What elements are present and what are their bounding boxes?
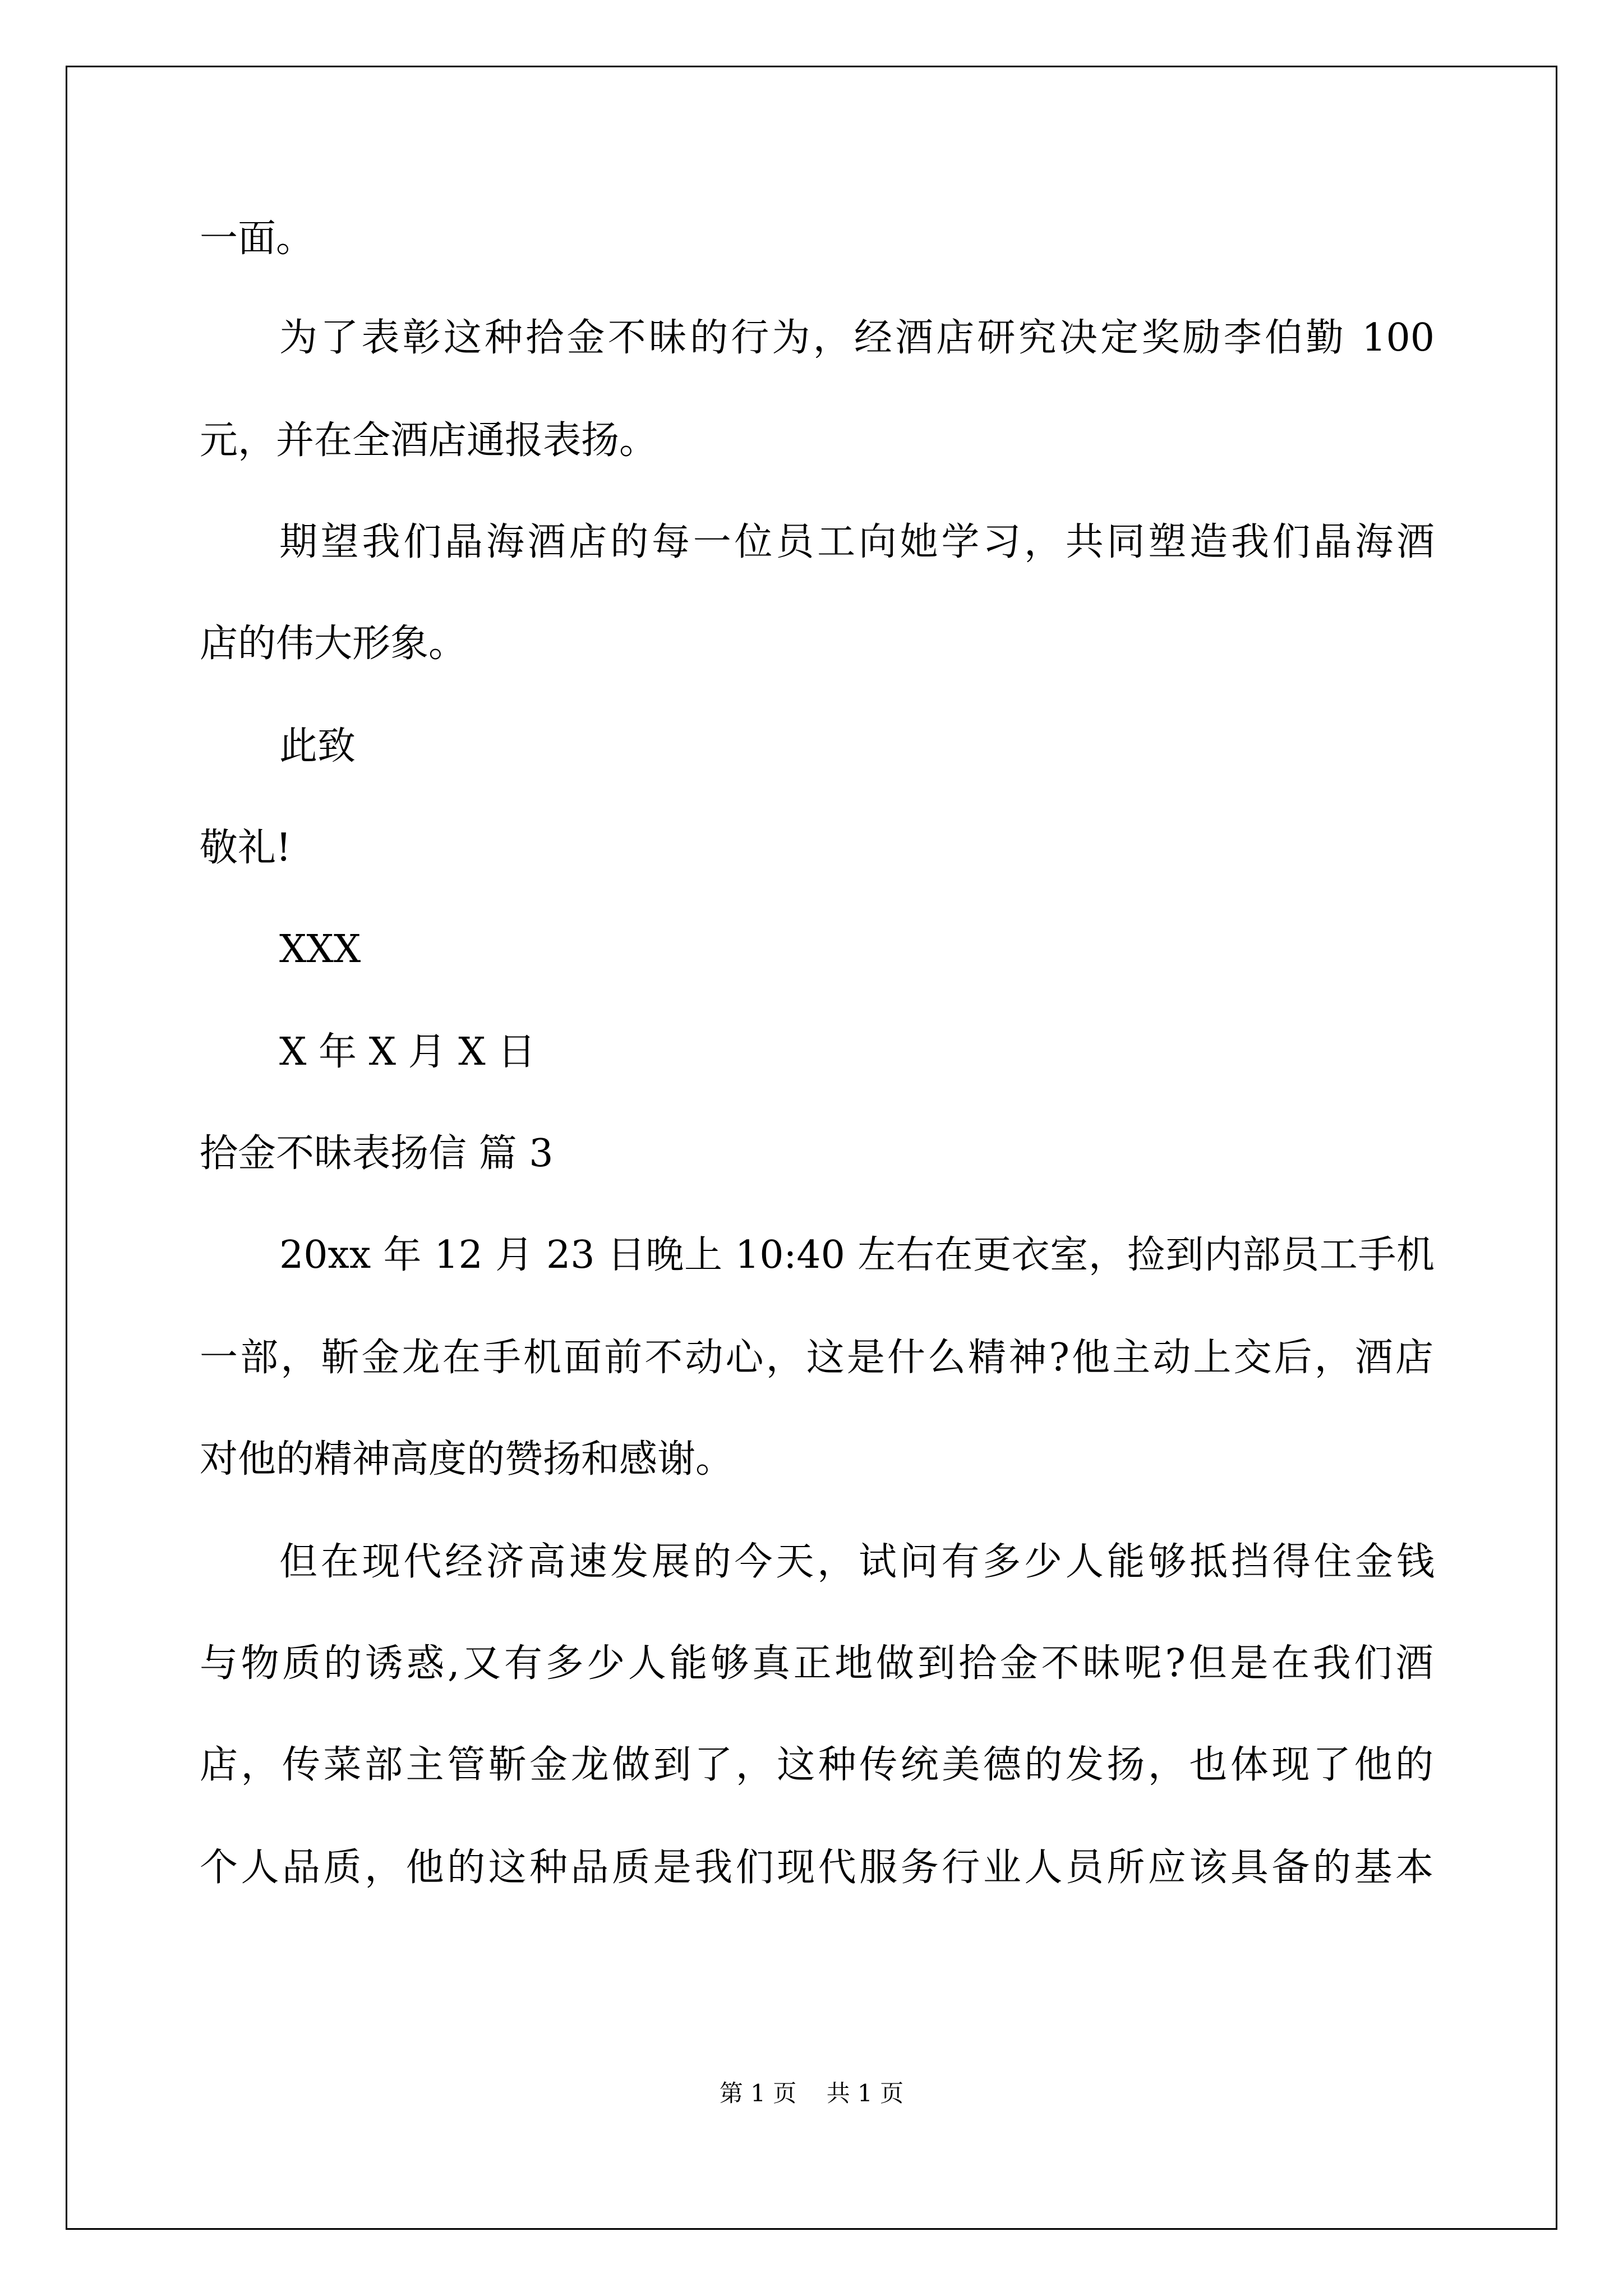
text-line: 一部，靳金龙在手机面前不动心，这是什么精神?他主动上交后，酒店 xyxy=(200,1336,1433,1380)
text-line: 但在现代经济高速发展的今天，试问有多少人能够抵挡得住金钱 xyxy=(279,1540,1435,1584)
text-line: 元，并在全酒店通报表扬。 xyxy=(200,418,658,463)
text-line: X 年 X 月 X 日 xyxy=(279,1030,536,1074)
text-line: XXX xyxy=(279,927,361,972)
page-footer: 第 1 页 共 1 页 xyxy=(719,2079,904,2107)
text-line: 敬礼! xyxy=(200,826,292,870)
text-line: 20xx 年 12 月 23 日晚上 10:40 左右在更衣室，捡到内部员工手机 xyxy=(279,1233,1435,1277)
text-line: 店的伟大形象。 xyxy=(200,622,467,666)
text-line: 个人品质，他的这种品质是我们现代服务行业人员所应该具备的基本 xyxy=(200,1846,1433,1890)
text-line: 与物质的诱惑,又有多少人能够真正地做到拾金不昧呢?但是在我们酒 xyxy=(200,1641,1433,1686)
text-line: 此致 xyxy=(279,724,356,769)
text-line: 店，传菜部主管靳金龙做到了，这种传统美德的发扬，也体现了他的 xyxy=(200,1743,1433,1787)
text-line: 对他的精神高度的赞扬和感谢。 xyxy=(200,1437,734,1481)
section-heading: 拾金不昧表扬信 篇 3 xyxy=(200,1131,554,1176)
text-line: 期望我们晶海酒店的每一位员工向她学习，共同塑造我们晶海酒 xyxy=(279,520,1435,564)
text-line: 为了表彰这种拾金不昧的行为，经酒店研究决定奖励李伯勤 100 xyxy=(279,316,1435,360)
text-line: 一面。 xyxy=(200,217,315,261)
